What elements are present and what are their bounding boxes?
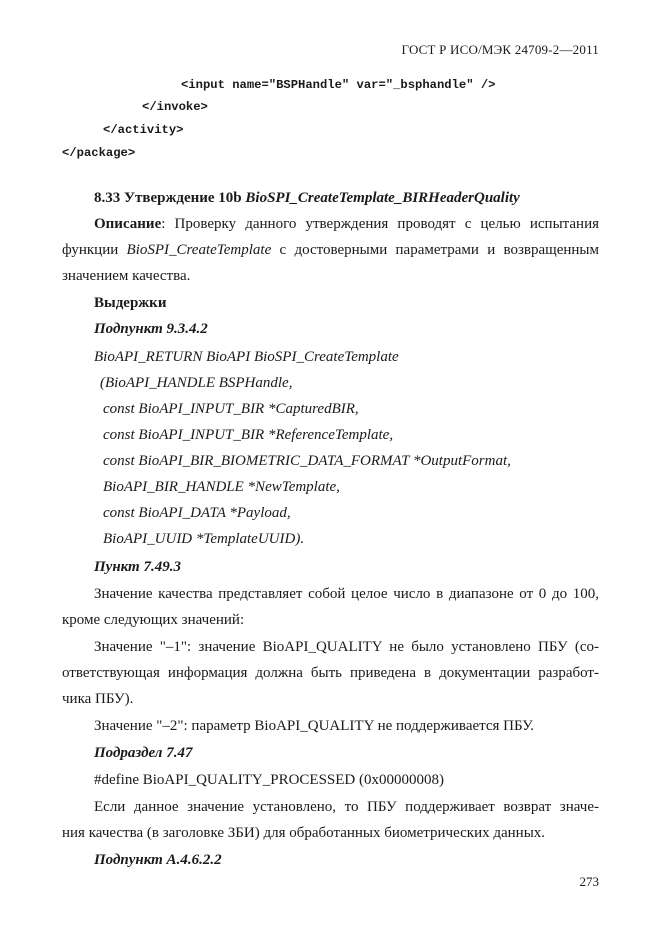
clause-para2-line2: ответствующая информация должна быть приведена в документации разработ- <box>62 665 599 681</box>
description-label: Описание <box>94 216 162 232</box>
section-number-title: 8.33 Утверждение 10b <box>94 190 246 206</box>
signature-line-2: (BioAPI_HANDLE BSPHandle, <box>100 375 293 391</box>
code-line-input: <input name="BSPHandle" var="_bsphandle" /> <box>181 78 496 92</box>
subsection-para-line2: ния качества (в заголовке ЗБИ) для обработанных биометрических данных. <box>62 825 546 841</box>
clause-para2-line1: Значение "–1": значение BioAPI_QUALITY не было установлено ПБУ (со- <box>94 639 599 655</box>
description-line-1: Описание: Проверку данного утверждения проводят с целью испытания <box>94 216 599 232</box>
clause-para2-line3: чика ПБУ). <box>62 691 134 707</box>
define-line: #define BioAPI_QUALITY_PROCESSED (0x00000008) <box>94 772 444 788</box>
code-line-package-close: </package> <box>62 146 136 160</box>
clause-para1-line2: кроме следующих значений: <box>62 612 245 628</box>
running-header: ГОСТ Р ИСО/МЭК 24709-2—2011 <box>401 42 599 57</box>
signature-line-7: const BioAPI_DATA *Payload, <box>103 505 291 521</box>
signature-line-4: const BioAPI_INPUT_BIR *ReferenceTemplate, <box>103 427 394 443</box>
subitem-heading-2: Подпункт А.4.6.2.2 <box>94 852 222 868</box>
signature-line-5: const BioAPI_BIR_BIOMETRIC_DATA_FORMAT *OutputFormat, <box>103 453 511 469</box>
subitem-heading-1: Подпункт 9.3.4.2 <box>94 321 208 337</box>
description-line-2: функции BioSPI_CreateTemplate с достоверными параметрами и возвращенным <box>62 242 599 258</box>
signature-line-6: BioAPI_BIR_HANDLE *NewTemplate, <box>103 479 340 495</box>
clause-heading: Пункт 7.49.3 <box>94 559 181 575</box>
clause-para1-line1: Значение качества представляет собой целое число в диапазоне от 0 до 100, <box>94 586 599 602</box>
signature-line-3: const BioAPI_INPUT_BIR *CapturedBIR, <box>103 401 359 417</box>
signature-line-1: BioAPI_RETURN BioAPI BioSPI_CreateTemplate <box>94 349 399 365</box>
clause-para3: Значение "–2": параметр BioAPI_QUALITY не поддерживается ПБУ. <box>94 718 535 734</box>
signature-line-8: BioAPI_UUID *TemplateUUID). <box>103 531 305 547</box>
page-number: 273 <box>579 874 599 889</box>
section-function-name: BioSPI_CreateTemplate_BIRHeaderQuality <box>245 190 520 206</box>
code-line-activity-close: </activity> <box>103 123 184 137</box>
section-heading <box>94 185 520 211</box>
description-line-3: значением качества. <box>62 268 191 284</box>
subsection-heading: Подраздел 7.47 <box>94 745 193 761</box>
subsection-para-line1: Если данное значение установлено, то ПБУ поддерживает возврат значе- <box>94 799 599 815</box>
code-line-invoke-close: </invoke> <box>142 100 208 114</box>
excerpts-label: Выдержки <box>94 295 167 311</box>
